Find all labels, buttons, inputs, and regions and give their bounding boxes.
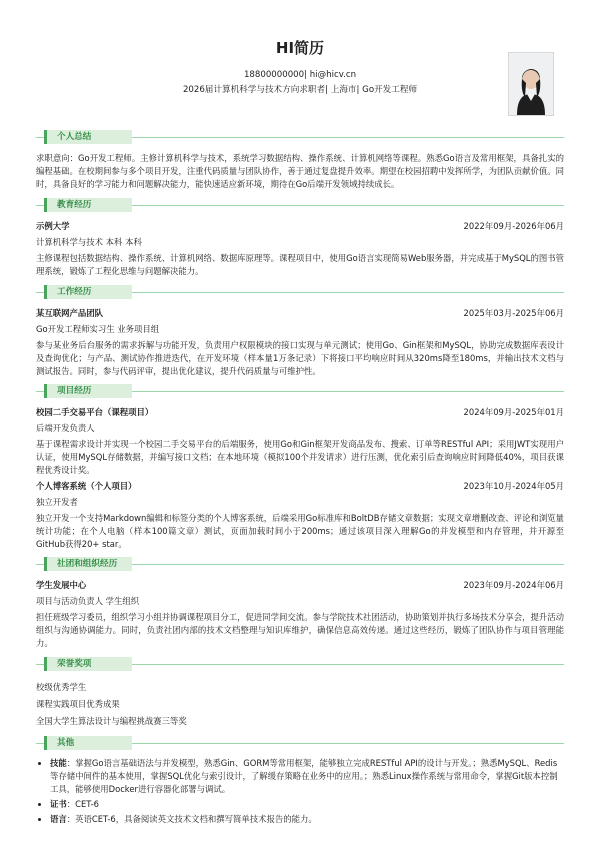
campus-description: 担任班级学习委员，组织学习小组并协调课程项目分工，促进同学间交流。参与学院技术社团活动，协助策划并执行多场技术分享会，提升活动组织与沟通协调能力。同时，负责社团内部的技术文档整理与知识库维护，确保信息高效传递。通过这些经历，锻炼了团队协作与项目管理能力。 (36, 612, 564, 648)
section-title: 社团和组织经历 (57, 559, 118, 569)
section-education-header (36, 198, 564, 212)
project-name: 个人博客系统（个人项目） (36, 481, 137, 491)
item-text: ：英语CET-6，具备阅读英文技术文档和撰写简单技术报告的能力。 (66, 814, 317, 824)
certificate-item (50, 798, 564, 811)
job-target: 2026届计算机科学与技术方向求职者| 上海市| Go开发工程师 (182, 85, 418, 95)
work-description: 参与某业务后台服务的需求拆解与功能开发，负责用户权限模块的接口实现与单元测试；使用Go、Gin框架和MySQL，协助完成数据库表设计及查询优化；与产品、测试协作推进迭代，在开发环境（样本量1万条记录）下将接口平均响应时间从320ms降至180ms，并输出技术文档与测试报告。同时，参与代码评审，提出优化建议，提升代码质量与可维护性。 (36, 340, 564, 376)
candidate-name: HI简历 (275, 39, 325, 57)
project-description: 独立开发一个支持Markdown编辑和标签分类的个人博客系统，后端采用Go标准库和BoltDB存储文章数据；实现文章增删改查、评论和浏览量统计功能；在个人电脑（样本100篇文章）测试，页面加载时间小于200ms；通过该项目深入理解Go的并发模型和内存管理，并开源至GitHub获得20+ star。 (36, 513, 564, 549)
education-description: 主修课程包括数据结构、操作系统、计算机网络、数据库原理等。课程项目中，使用Go语言实现简易Web服务器，并完成基于MySQL的图书管理系统，锻炼了工程化思维与问题解决能力。 (36, 253, 564, 276)
project-date: 2023年10月-2024年05月 (463, 481, 564, 491)
project-entry (36, 406, 564, 477)
award-item: 校级优秀学生 (36, 682, 87, 692)
section-title: 工作经历 (57, 287, 92, 297)
organization-name: 学生发展中心 (36, 580, 87, 590)
project-role: 后端开发负责人 (36, 423, 95, 433)
school-name: 示例大学 (36, 221, 70, 231)
campus-role: 项目与活动负责人 学生组织 (36, 596, 140, 606)
education-major: 计算机科学与技术 本科 本科 (36, 237, 142, 247)
education-date: 2022年09月-2026年06月 (463, 221, 564, 231)
section-awards-header (36, 657, 564, 671)
section-title: 项目经历 (57, 386, 92, 396)
item-label: 证书 (50, 799, 67, 809)
section-campus-header (36, 557, 564, 571)
section-work-header (36, 285, 564, 299)
project-role: 独立开发者 (36, 497, 78, 507)
section-summary-header (36, 130, 564, 144)
project-date: 2024年09月-2025年01月 (463, 407, 564, 417)
skills-item (50, 757, 564, 796)
company-name: 某互联网产品团队 (36, 308, 103, 318)
item-text: ：CET-6 (66, 799, 99, 809)
section-title: 教育经历 (57, 200, 92, 210)
education-entry (36, 220, 564, 278)
work-entry (36, 307, 564, 378)
award-item: 全国大学生算法设计与编程挑战赛三等奖 (36, 716, 187, 726)
project-description: 基于课程需求设计并实现一个校园二手交易平台的后端服务，使用Go和Gin框架开发商品发布、搜索、订单等RESTful API；采用JWT实现用户认证，使用MySQL存储数据，并编写接口文档；在本地环境（模拟100个并发请求）进行压测，优化索引后查询响应时间降低40%，项目获课程优秀设计奖。 (36, 439, 564, 475)
other-list (36, 757, 564, 828)
awards-list (36, 681, 564, 728)
language-item (50, 813, 564, 826)
section-title: 其他 (57, 738, 75, 748)
work-role: Go开发工程师实习生 业务项目组 (36, 324, 160, 334)
item-text: ：掌握Go语言基础语法与并发模型，熟悉Gin、GORM等常用框架，能够独立完成RESTful API的设计与开发。；熟悉MySQL、Redis等存储中间件的基本使用，掌握SQL优化与索引设计，了解缓存策略在业务中的应用。；熟悉Linux操作系统与常用命令，掌握Git版本控制工具，能够使用Docker进行容器化部署与调试。 (50, 758, 558, 794)
section-title: 荣誉奖项 (57, 659, 92, 669)
summary-text: 求职意向：Go开发工程师。主修计算机科学与技术，系统学习数据结构、操作系统、计算机网络等课程。熟悉Go语言及常用框架，具备扎实的编程基础。在校期间参与多个项目开发，注重代码质量与团队协作，善于通过复盘提升效率。期望在校园招聘中发挥所学，为团队贡献价值。同时，具备良好的学习能力和问题解决能力，能快速适应新环境，期待在Go后端开发领域持续成长。 (36, 153, 564, 189)
award-item: 课程实践项目优秀成果 (36, 699, 120, 709)
work-date: 2025年03月-2025年06月 (463, 308, 564, 318)
item-label: 技能 (50, 758, 67, 768)
campus-entry (36, 579, 564, 650)
section-projects-header (36, 384, 564, 398)
contact-info: 18800000000| hi@hicv.cn (243, 70, 357, 80)
profile-photo (508, 52, 554, 116)
person-avatar-icon (509, 53, 553, 115)
section-other-header (36, 736, 564, 750)
item-label: 语言 (50, 814, 67, 824)
project-entry (36, 480, 564, 551)
project-name: 校园二手交易平台（课程项目） (36, 407, 154, 417)
section-title: 个人总结 (57, 132, 92, 142)
resume-header (0, 0, 600, 118)
campus-date: 2023年09月-2024年06月 (463, 580, 564, 590)
